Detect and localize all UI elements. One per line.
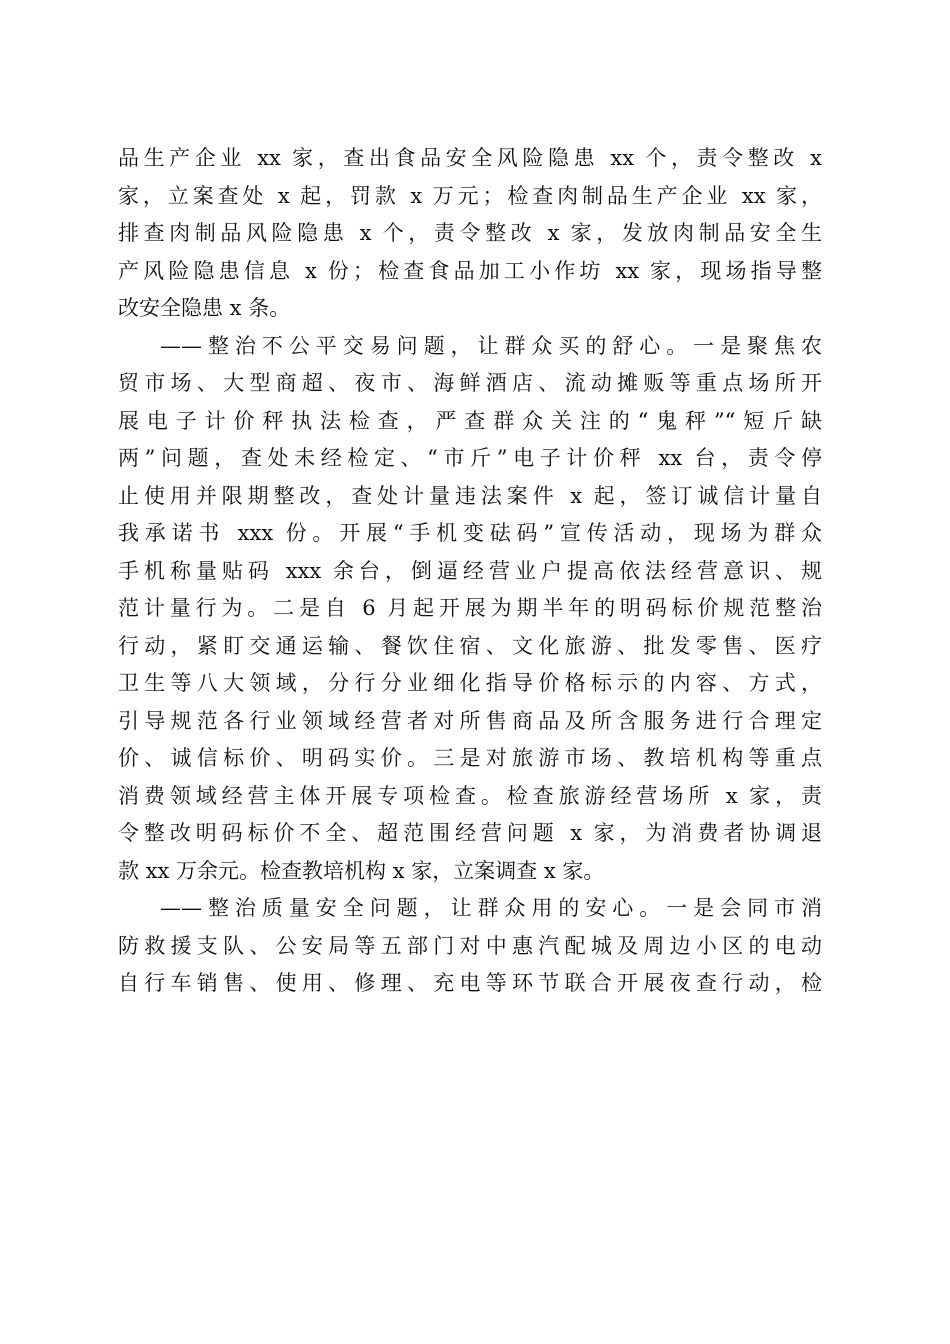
text-line: 排查肉制品风险隐患 x 个，责令整改 x 家，发放肉制品安全生 [118, 221, 822, 245]
text-line: 自行车销售、使用、修理、充电等环节联合开展夜查行动，检 [118, 971, 822, 995]
text-line: 消费领域经营主体开展专项检查。检查旅游经营场所 x 家，责 [118, 783, 822, 808]
text-line: 家，立案查处 x 起，罚款 x 万元；检查肉制品生产企业 xx 家， [118, 183, 822, 208]
text-line: 品生产企业 xx 家，查出食品安全风险隐患 xx 个，责令整改 x [118, 146, 822, 170]
text-line: 款 xx 万余元。检查教培机构 x 家，立案调查 x 家。 [118, 858, 605, 883]
text-line: 行动，紧盯交通运输、餐饮住宿、文化旅游、批发零售、医疗 [118, 633, 822, 658]
document-body [118, 140, 822, 1003]
text-line: 止使用并限期整改，查处计量违法案件 x 起，签订诚信计量自 [118, 483, 822, 508]
text-line: 手机称量贴码 xxx 余台，倒逼经营业户提高依法经营意识、规 [118, 558, 822, 583]
text-line: 改安全隐患 x 条。 [118, 296, 291, 320]
text-line: 价、诚信标价、明码实价。三是对旅游市场、教培机构等重点 [118, 746, 822, 770]
text-line: 令整改明码标价不全、超范围经营问题 x 家，为消费者协调退 [118, 821, 822, 845]
paragraph-quality-safety [118, 890, 822, 1003]
text-line: 贸市场、大型商超、夜市、海鲜酒店、流动摊贩等重点场所开 [118, 371, 822, 395]
text-line: 产风险隐患信息 x 份；检查食品加工小作坊 xx 家，现场指导整 [118, 258, 822, 283]
paragraph-food-safety [118, 140, 822, 328]
text-line: 我承诺书 xxx 份。开展“手机变砝码”宣传活动，现场为群众 [118, 521, 822, 545]
text-line: 引导规范各行业领域经营者对所售商品及所含服务进行合理定 [118, 708, 822, 733]
text-line: ——整治不公平交易问题，让群众买的舒心。一是聚焦农 [160, 333, 822, 358]
text-line: 展电子计价秤执法检查，严查群众关注的“鬼秤”“短斤缺 [118, 408, 822, 433]
text-line: 范计量行为。二是自 6 月起开展为期半年的明码标价规范整治 [118, 596, 822, 620]
text-line: ——整治质量安全问题，让群众用的安心。一是会同市消 [160, 896, 822, 920]
paragraph-unfair-trade [118, 328, 822, 891]
text-line: 防救援支队、公安局等五部门对中惠汽配城及周边小区的电动 [118, 933, 822, 958]
text-line: 卫生等八大领域，分行分业细化指导价格标示的内容、方式， [118, 671, 822, 695]
text-line: 两”问题，查处未经检定、“市斤”电子计价秤 xx 台，责令停 [118, 446, 822, 470]
